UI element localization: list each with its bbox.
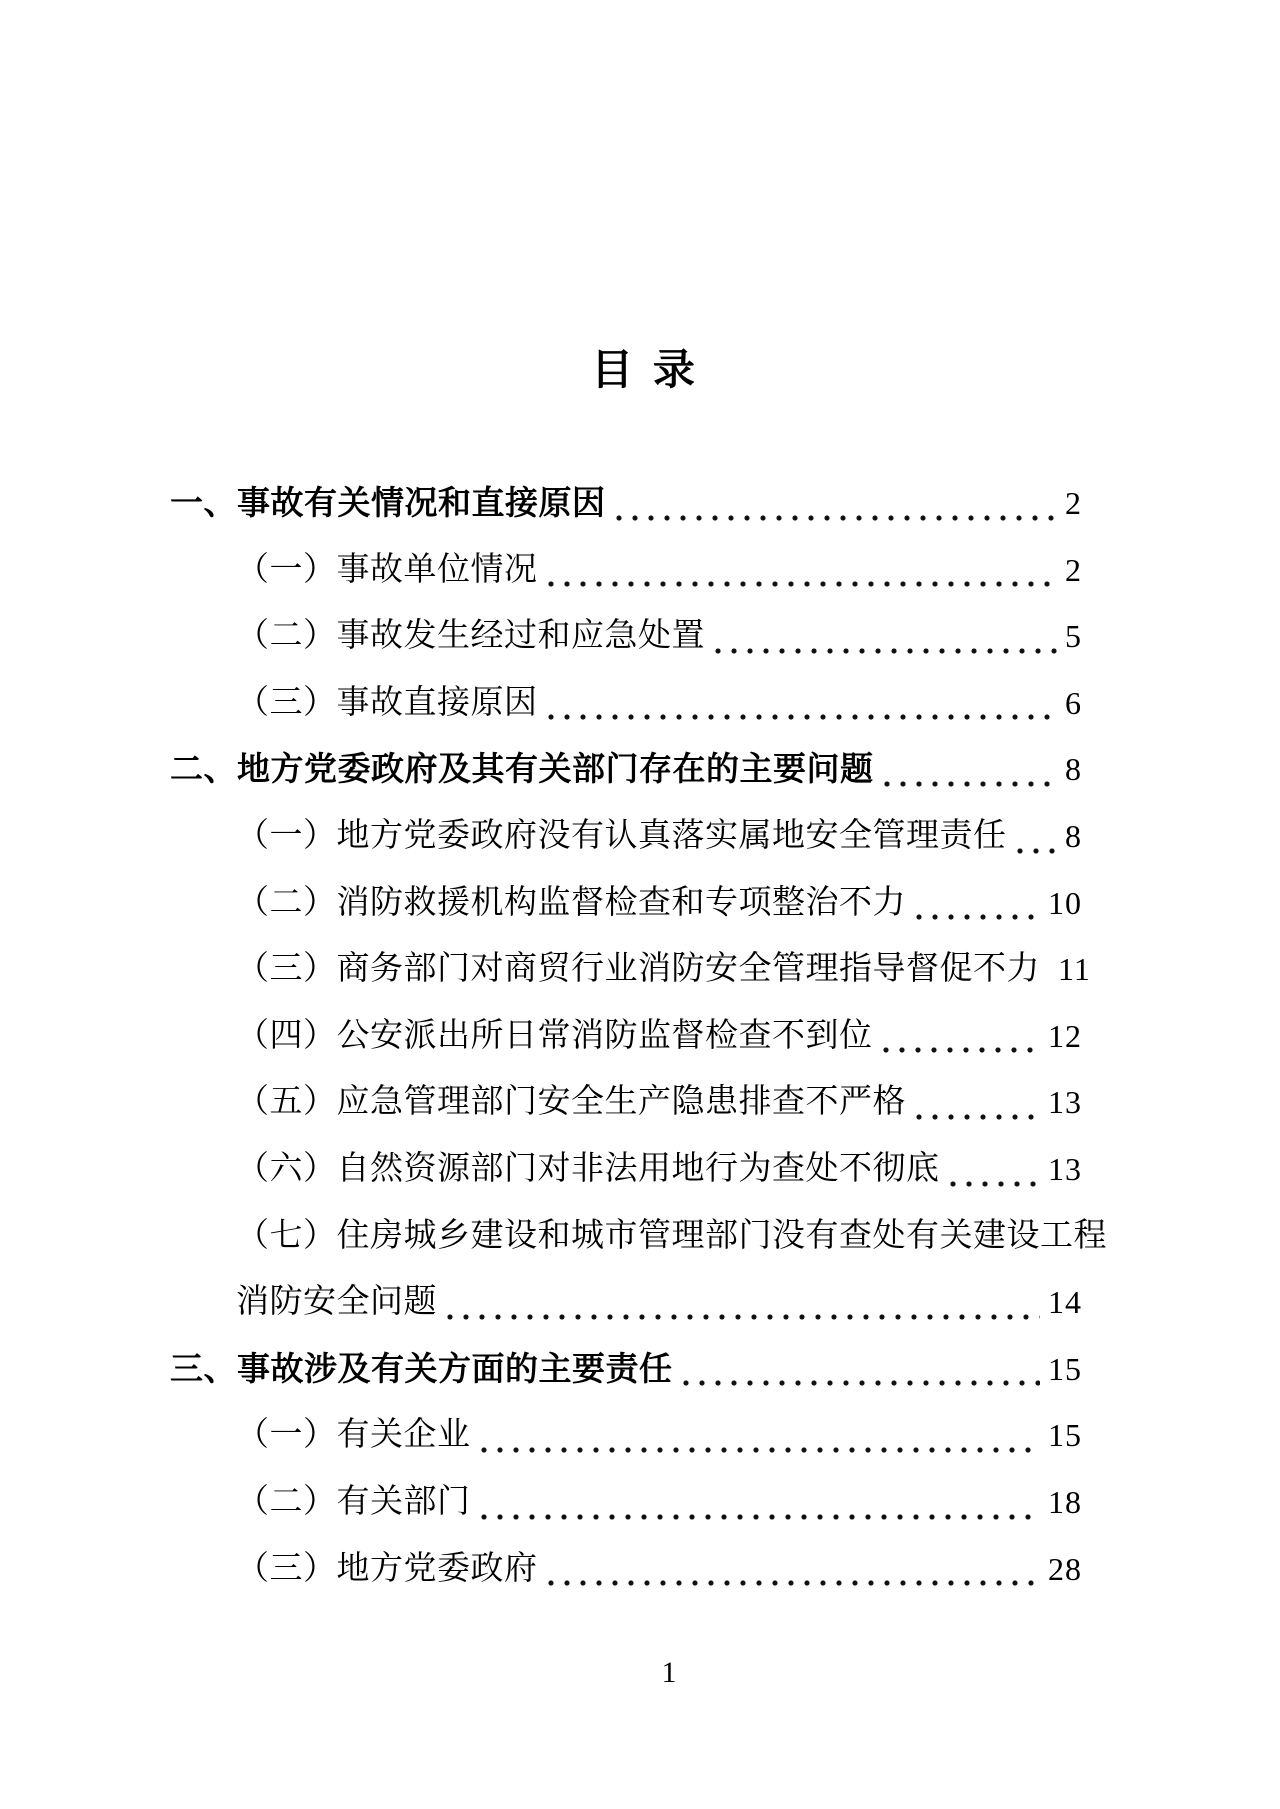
dot-leader: [950, 1136, 1041, 1203]
toc-entry-sub[interactable]: [236, 1069, 1082, 1136]
toc-entry-page: 10: [1048, 884, 1082, 921]
toc-entry-label: 二、地方党委政府及其有关部门存在的主要问题: [170, 750, 874, 788]
toc-entry-page: 12: [1048, 1017, 1082, 1054]
toc-entry-sub[interactable]: [236, 1136, 1082, 1203]
page-number-footer: 1: [661, 1656, 677, 1689]
toc-entry-chapter-1[interactable]: [170, 470, 1082, 537]
dot-leader: [481, 1469, 1041, 1536]
toc-entry-label: （一）事故单位情况: [236, 551, 538, 588]
dot-leader: [916, 1069, 1040, 1136]
toc-entry-label: （二）事故发生经过和应急处置: [236, 618, 705, 655]
dot-leader: [683, 1336, 1041, 1403]
toc-entry-sub[interactable]: [236, 603, 1082, 670]
dot-leader: [884, 736, 1058, 803]
dot-leader: [481, 1402, 1041, 1469]
table-of-contents: [170, 470, 1107, 1602]
toc-entry-page: 13: [1048, 1150, 1082, 1187]
toc-entry-page: 15: [1048, 1417, 1082, 1454]
toc-entry-page: 13: [1048, 1084, 1082, 1121]
dot-leader: [548, 1536, 1041, 1603]
toc-entry-page: 8: [1065, 751, 1082, 788]
dot-leader: [883, 1003, 1041, 1070]
toc-entry-sub[interactable]: [236, 537, 1082, 604]
toc-entry-label: （二）有关部门: [236, 1483, 471, 1520]
toc-entry-page: 8: [1065, 817, 1082, 854]
dot-leader: [616, 470, 1058, 537]
document-title: 目 录: [591, 346, 699, 393]
toc-entry-label: 消防安全问题: [236, 1284, 437, 1321]
toc-entry-sub[interactable]: [236, 1402, 1082, 1469]
dot-leader: [916, 870, 1040, 937]
toc-entry-label: （四）公安派出所日常消防监督检查不到位: [236, 1017, 873, 1054]
toc-entry-label: （五）应急管理部门安全生产隐患排查不严格: [236, 1084, 906, 1121]
toc-entry-page: 15: [1048, 1350, 1082, 1387]
toc-entry-label: （七）住房城乡建设和城市管理部门没有查处有关建设工程: [236, 1217, 1107, 1254]
toc-entry-page: 14: [1048, 1284, 1082, 1321]
toc-entry-page: 5: [1065, 618, 1082, 655]
toc-entry-sub[interactable]: [236, 1469, 1082, 1536]
toc-entry-sub[interactable]: [236, 1536, 1082, 1603]
dot-leader: [715, 603, 1057, 670]
toc-entry-label: 三、事故涉及有关方面的主要责任: [170, 1349, 673, 1387]
dot-leader: [548, 670, 1058, 737]
dot-leader: [1017, 803, 1058, 870]
toc-entry-chapter-3[interactable]: [170, 1336, 1082, 1403]
toc-entry-page: 2: [1065, 485, 1082, 521]
toc-entry-label: （三）地方党委政府: [236, 1550, 538, 1587]
toc-entry-sub[interactable]: [236, 870, 1082, 937]
toc-entry-label: （六）自然资源部门对非法用地行为查处不彻底: [236, 1150, 940, 1187]
toc-entry-page: 28: [1048, 1550, 1082, 1587]
toc-entry-label: （三）商务部门对商贸行业消防安全管理指导督促不力: [236, 951, 1040, 988]
toc-entry-sub-wrapped-line1[interactable]: [236, 1203, 1107, 1270]
toc-entry-sub[interactable]: [236, 803, 1082, 870]
dot-leader: [447, 1269, 1040, 1336]
dot-leader: [548, 537, 1058, 604]
toc-entry-label: （一）地方党委政府没有认真落实属地安全管理责任: [236, 817, 1007, 854]
toc-entry-page: 6: [1065, 684, 1082, 721]
toc-entry-page: 2: [1065, 551, 1082, 588]
toc-entry-sub[interactable]: [236, 670, 1082, 737]
toc-entry-sub[interactable]: [236, 1003, 1082, 1070]
toc-entry-page: 11: [1058, 951, 1091, 988]
toc-entry-sub[interactable]: [236, 936, 1091, 1003]
toc-entry-page: 18: [1048, 1483, 1082, 1520]
toc-entry-chapter-2[interactable]: [170, 736, 1082, 803]
toc-entry-label: （三）事故直接原因: [236, 684, 538, 721]
toc-entry-label: （一）有关企业: [236, 1417, 471, 1454]
toc-entry-label: （二）消防救援机构监督检查和专项整治不力: [236, 884, 906, 921]
toc-entry-label: 一、事故有关情况和直接原因: [170, 484, 606, 521]
toc-entry-sub-wrapped-line2[interactable]: [236, 1269, 1082, 1336]
